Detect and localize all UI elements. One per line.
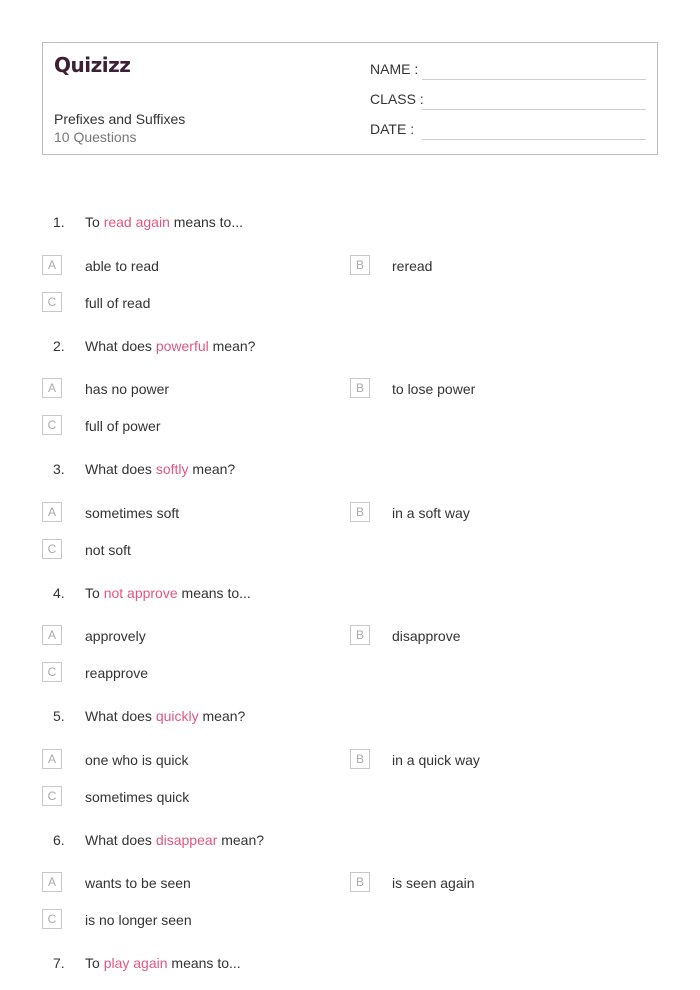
question-prefix: To xyxy=(85,585,104,601)
class-label: CLASS : xyxy=(370,91,424,107)
option-c-text: is no longer seen xyxy=(85,912,192,928)
question-suffix: mean? xyxy=(217,832,265,848)
question-suffix: mean? xyxy=(188,461,236,477)
name-field[interactable] xyxy=(370,61,646,81)
option-b-box[interactable]: B xyxy=(350,625,370,645)
option-c-text: reapprove xyxy=(85,665,149,681)
option-c-text: not soft xyxy=(85,542,131,558)
class-field[interactable] xyxy=(370,91,646,111)
option-b-box[interactable]: B xyxy=(350,502,370,522)
option-a-text: has no power xyxy=(85,381,170,397)
question-number: 2. xyxy=(53,338,65,354)
option-a-box[interactable]: A xyxy=(42,378,62,398)
question-count: 10 Questions xyxy=(54,129,137,145)
class-line[interactable] xyxy=(422,109,646,110)
question-highlight: play again xyxy=(103,955,168,971)
option-b-text: to lose power xyxy=(392,381,476,397)
question-suffix: means to... xyxy=(177,585,251,601)
question-text xyxy=(85,585,251,601)
question-number: 5. xyxy=(53,708,65,724)
question-prefix: What does xyxy=(85,461,156,477)
question-text xyxy=(85,832,264,848)
name-line[interactable] xyxy=(422,79,646,80)
option-b-text: is seen again xyxy=(392,875,475,891)
question-prefix: To xyxy=(85,955,104,971)
option-b-box[interactable]: B xyxy=(350,749,370,769)
question-suffix: means to... xyxy=(169,214,244,230)
option-c-text: full of power xyxy=(85,418,161,434)
question-highlight: powerful xyxy=(155,338,209,354)
question-prefix: What does xyxy=(85,708,156,724)
option-a-box[interactable]: A xyxy=(42,872,62,892)
option-b-box[interactable]: B xyxy=(350,255,370,275)
question-suffix: mean? xyxy=(198,708,246,724)
date-field[interactable] xyxy=(370,121,646,141)
question-text xyxy=(85,214,243,230)
question-highlight: softly xyxy=(155,461,189,477)
option-c-box[interactable]: C xyxy=(42,292,62,312)
date-label: DATE : xyxy=(370,121,415,137)
option-b-text: disapprove xyxy=(392,628,461,644)
option-c-box[interactable]: C xyxy=(42,786,62,806)
option-a-text: wants to be seen xyxy=(85,875,191,891)
quizizz-logo: Quizizz xyxy=(54,53,131,77)
question-suffix: means to... xyxy=(167,955,241,971)
option-c-box[interactable]: C xyxy=(42,909,62,929)
option-b-text: in a soft way xyxy=(392,505,470,521)
option-a-text: able to read xyxy=(85,258,159,274)
question-highlight: not approve xyxy=(103,585,178,601)
option-b-box[interactable]: B xyxy=(350,378,370,398)
question-highlight: quickly xyxy=(155,708,199,724)
question-text xyxy=(85,338,255,354)
option-a-box[interactable]: A xyxy=(42,255,62,275)
date-line[interactable] xyxy=(422,139,646,140)
question-number: 4. xyxy=(53,585,65,601)
question-text xyxy=(85,955,241,971)
question-suffix: mean? xyxy=(208,338,256,354)
option-a-box[interactable]: A xyxy=(42,625,62,645)
question-number: 3. xyxy=(53,461,65,477)
option-a-box[interactable]: A xyxy=(42,502,62,522)
option-c-box[interactable]: C xyxy=(42,662,62,682)
option-b-text: reread xyxy=(392,258,433,274)
question-text xyxy=(85,461,235,477)
option-a-box[interactable]: A xyxy=(42,749,62,769)
worksheet-header xyxy=(42,42,658,155)
question-number: 1. xyxy=(53,214,65,230)
question-highlight: read again xyxy=(103,214,170,230)
option-a-text: approvely xyxy=(85,628,146,644)
option-c-text: full of read xyxy=(85,295,151,311)
option-c-text: sometimes quick xyxy=(85,789,190,805)
worksheet-title: Prefixes and Suffixes xyxy=(54,111,186,127)
question-number: 6. xyxy=(53,832,65,848)
option-a-text: one who is quick xyxy=(85,752,189,768)
question-prefix: What does xyxy=(85,338,156,354)
option-c-box[interactable]: C xyxy=(42,415,62,435)
option-b-box[interactable]: B xyxy=(350,872,370,892)
question-prefix: To xyxy=(85,214,104,230)
option-b-text: in a quick way xyxy=(392,752,480,768)
name-label: NAME : xyxy=(370,61,419,77)
question-number: 7. xyxy=(53,955,65,971)
option-a-text: sometimes soft xyxy=(85,505,180,521)
question-prefix: What does xyxy=(85,832,156,848)
question-text xyxy=(85,708,245,724)
option-c-box[interactable]: C xyxy=(42,539,62,559)
question-highlight: disappear xyxy=(155,832,218,848)
